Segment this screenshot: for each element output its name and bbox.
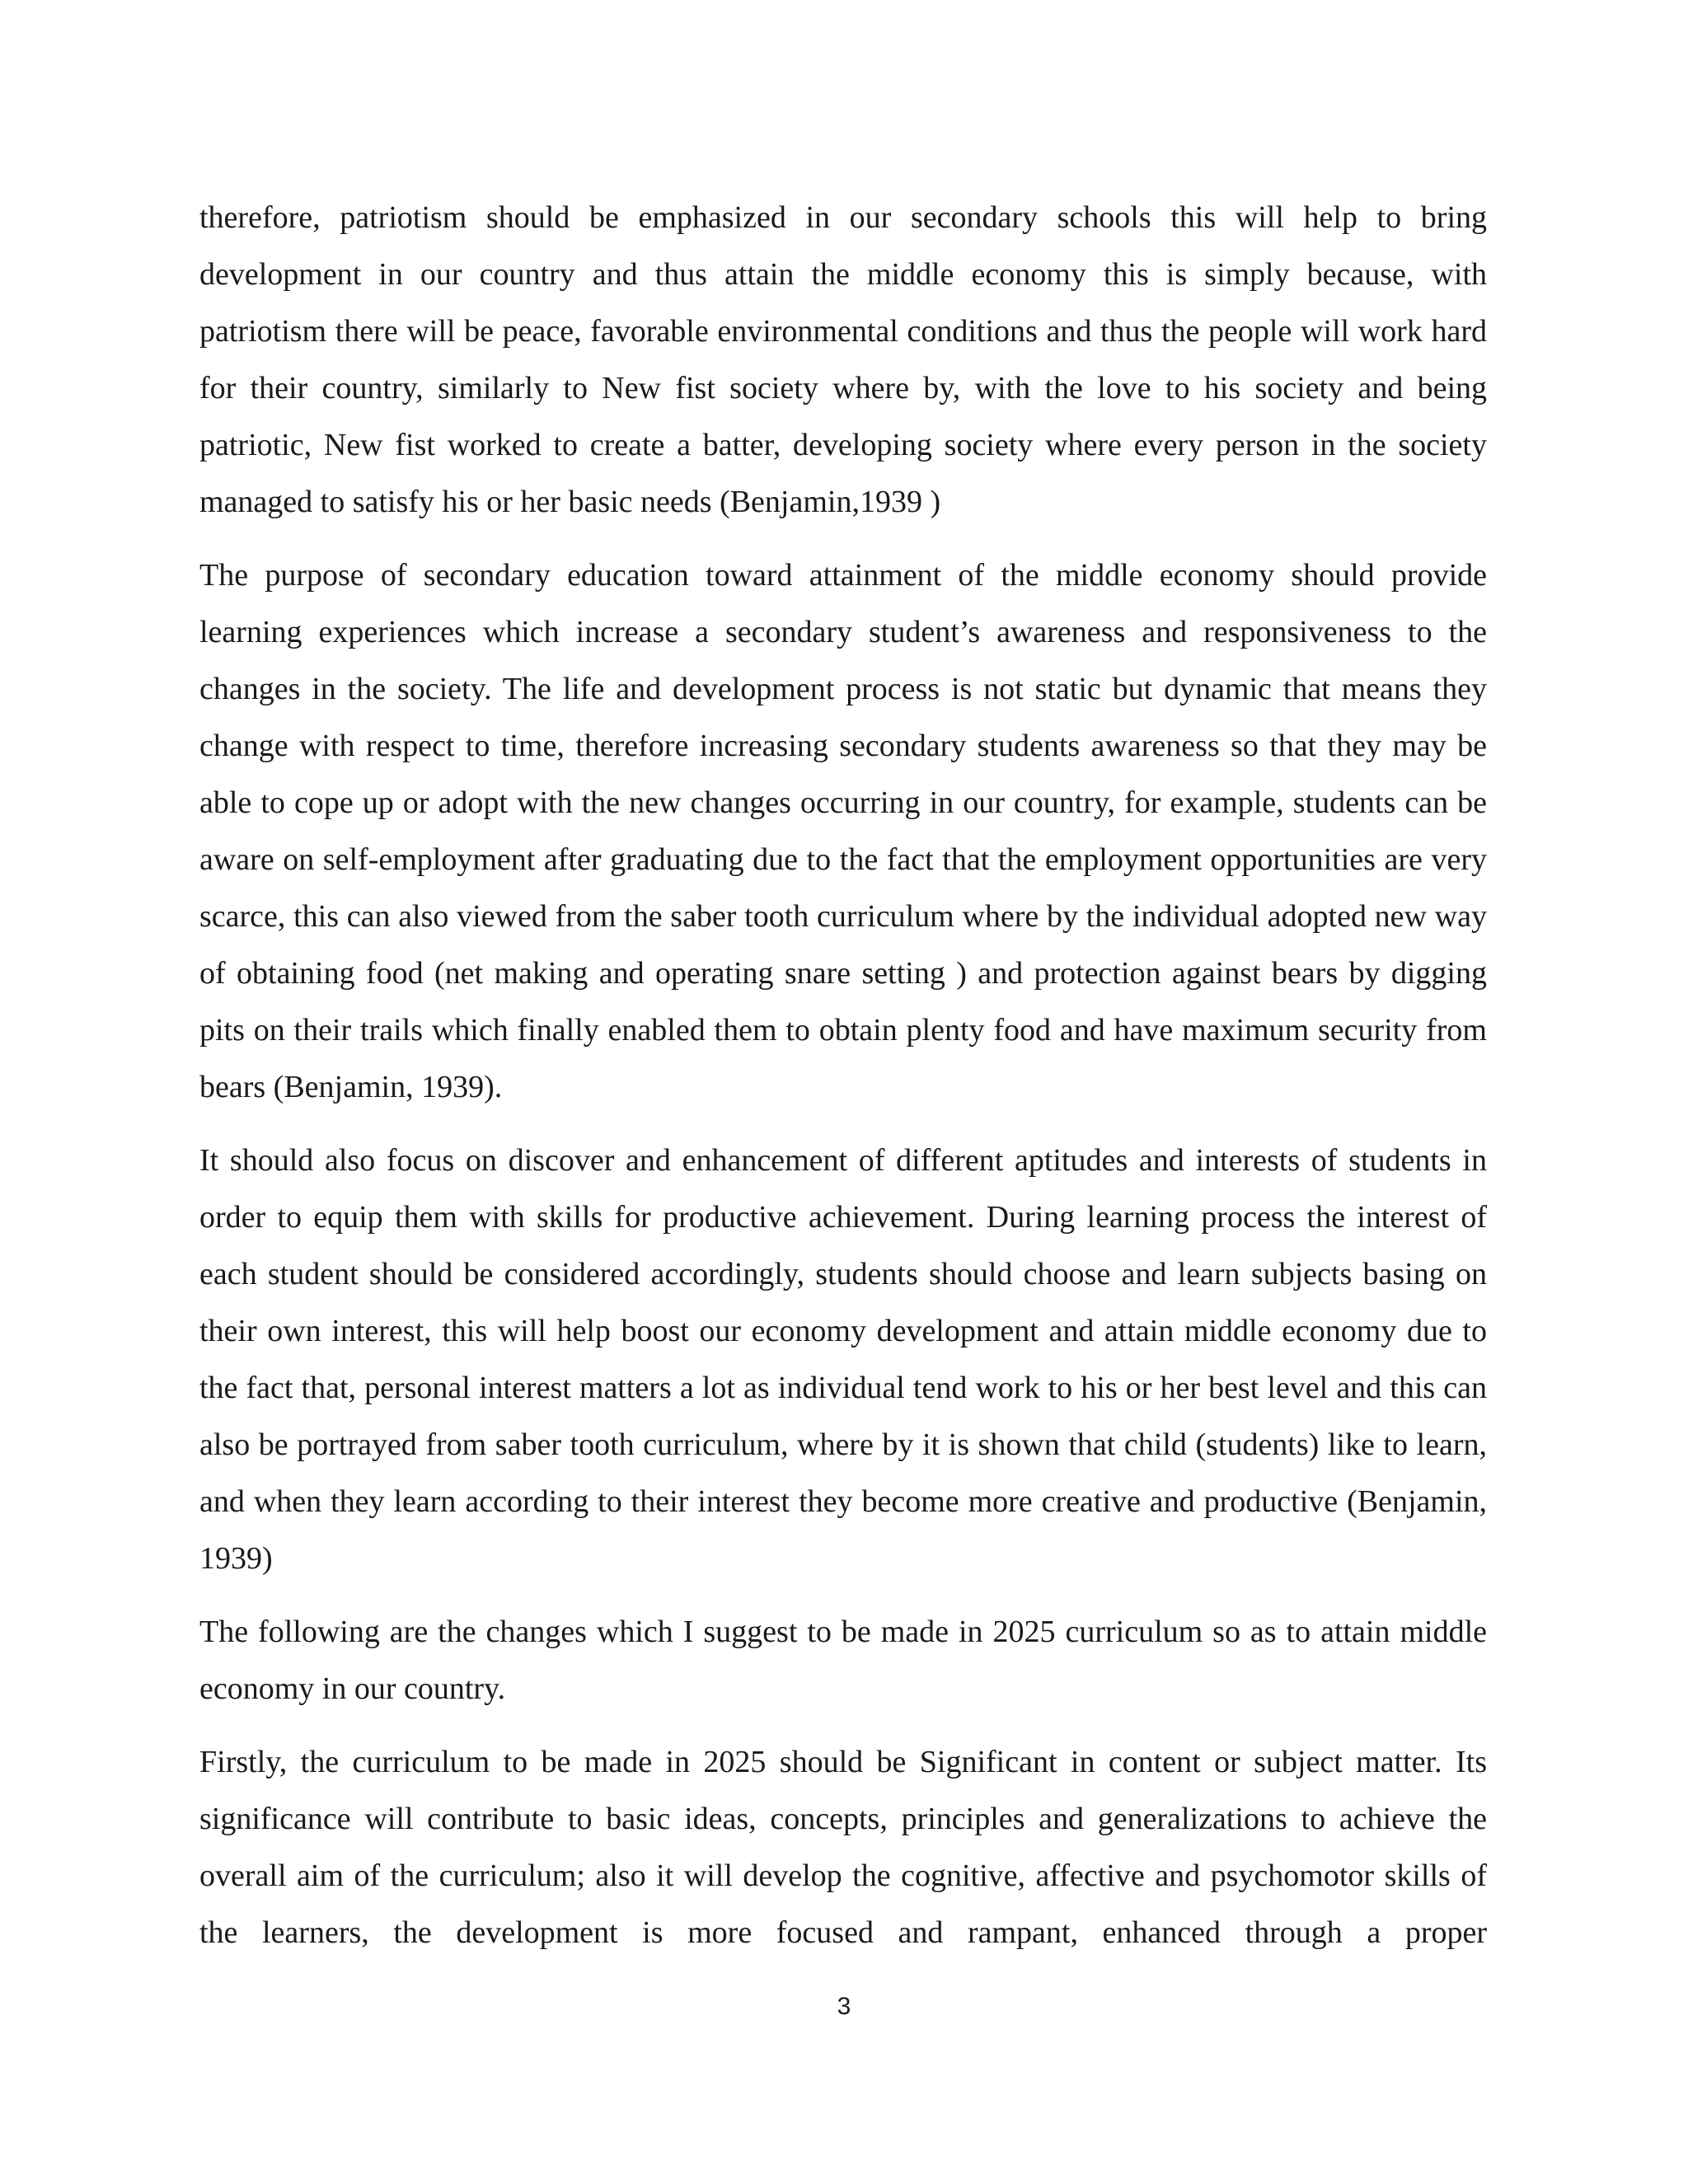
page-number: 3 (837, 1993, 851, 2020)
paragraph-significant-content: Firstly, the curriculum to be made in 2025 should be Significant in content or subject matter. Its significance will contribute to basic ideas, concepts, principles and generalizations to achieve the overall aim of the curriculum; also it will develop the cognitive, affective and psychomotor skills of the learners, the development is more focused and rampant, enhanced through a proper (199, 1745, 1487, 1950)
document-body (199, 190, 1487, 1978)
paragraph-purpose-secondary-education: The purpose of secondary education toward attainment of the middle economy should provide learning experiences which increase a secondary student’s awareness and responsiveness to the changes in the society. The life and development process is not static but dynamic that means they change with respect to time, therefore increasing secondary students awareness so that they may be able to cope up or adopt with the new changes occurring in our country, for example, students can be aware on self-employment after graduating due to the fact that the employment opportunities are very scarce, this can also viewed from the saber tooth curriculum where by the individual adopted new way of obtaining food (net making and operating snare setting ) and protection against bears by digging pits on their trails which finally enabled them to obtain plenty food and have maximum security from bears (Benjamin, 1939). (199, 558, 1487, 1104)
paragraph-patriotism: therefore, patriotism should be emphasized in our secondary schools this will help to bring development in our country and thus attain the middle economy this is simply because, with patriotism there will be peace, favorable environmental conditions and thus the people will work hard for their country, similarly to New fist society where by, with the love to his society and being patriotic, New fist worked to create a batter, developing society where every person in the society managed to satisfy his or her basic needs (Benjamin,1939 ) (199, 200, 1487, 519)
paragraph-suggested-changes-intro: The following are the changes which I suggest to be made in 2025 curriculum so as to attain middle economy in our country. (199, 1615, 1487, 1706)
paragraph-aptitudes-interests: It should also focus on discover and enhancement of different aptitudes and interests of students in order to equip them with skills for productive achievement. During learning process the interest of each student should be considered accordingly, students should choose and learn subjects basing on their own interest, this will help boost our economy development and attain middle economy due to the fact that, personal interest matters a lot as individual tend work to his or her best level and this can also be portrayed from saber tooth curriculum, where by it is shown that child (students) like to learn, and when they learn according to their interest they become more creative and productive (Benjamin, 1939) (199, 1143, 1487, 1576)
